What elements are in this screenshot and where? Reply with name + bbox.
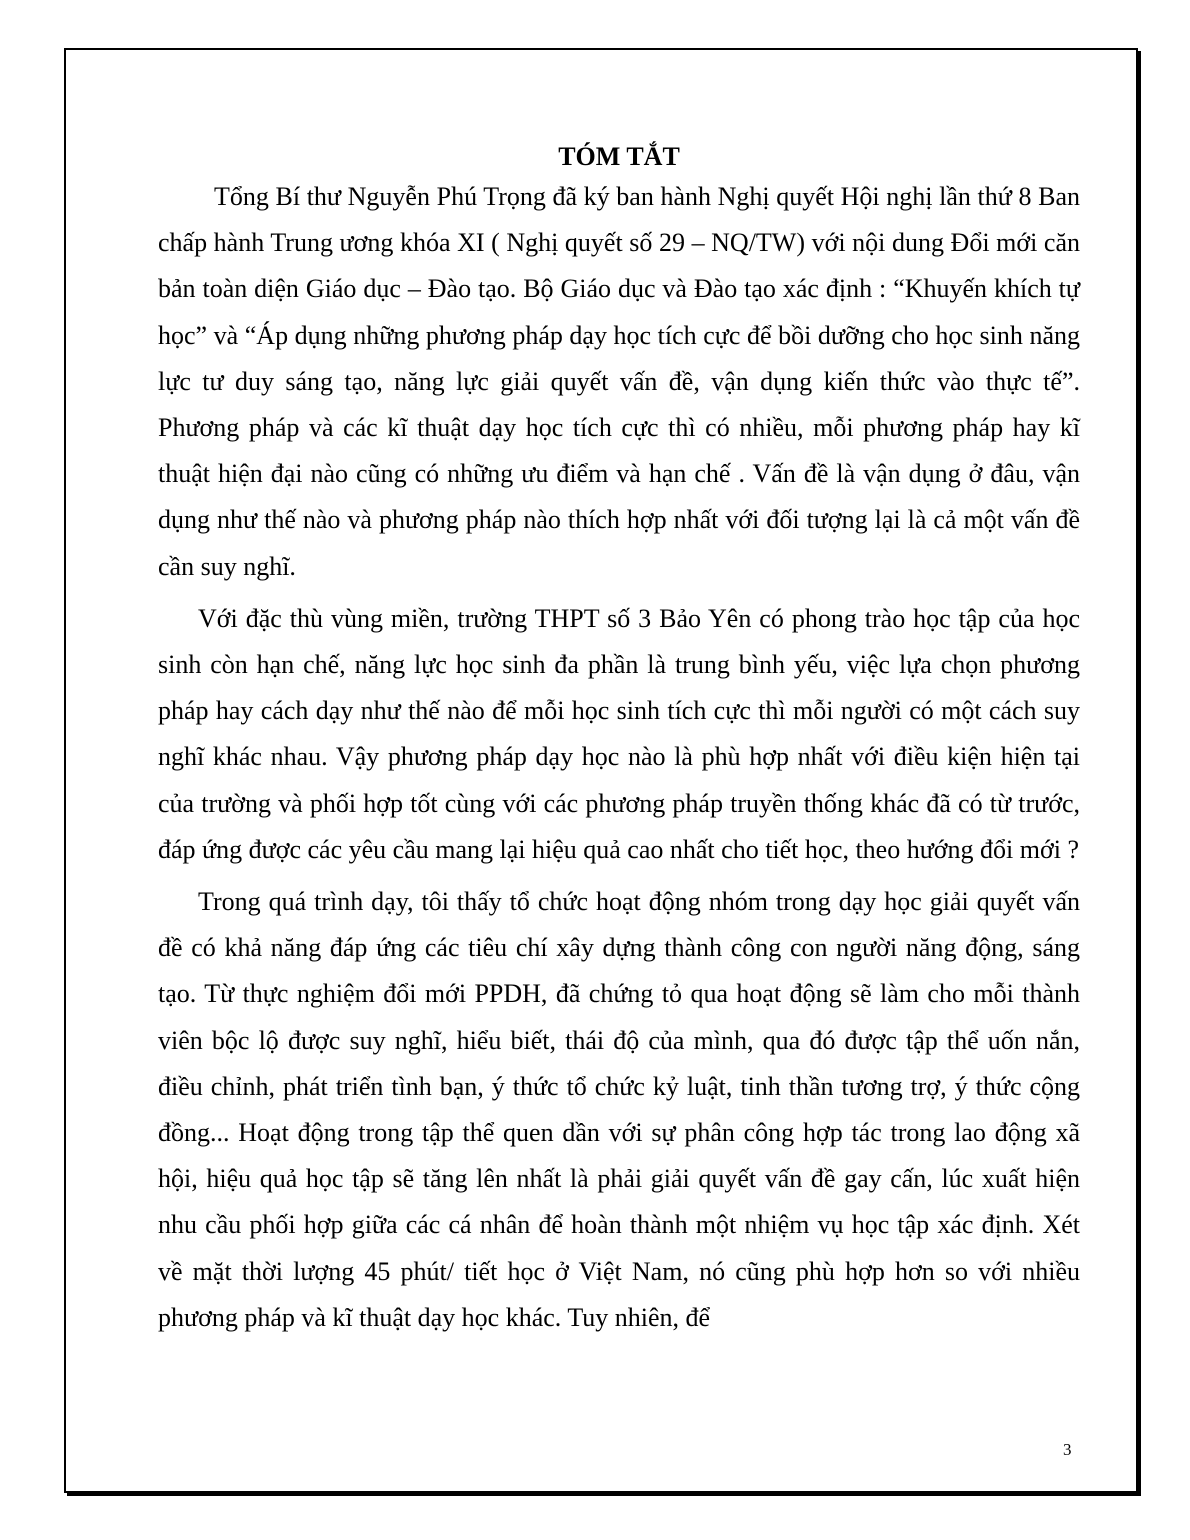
paragraph-1: Tổng Bí thư Nguyễn Phú Trọng đã ký ban hành Nghị quyết Hội nghị lần thứ 8 Ban chấp hành Trung ương khóa XI ( Nghị quyết số 29 – NQ/TW) với nội dung Đổi mới căn bản toàn diện Giáo dục – Đào tạo. Bộ Giáo dục và Đào tạo xác định : “Khuyến khích tự học” và “Áp dụng những phương pháp dạy học tích cực để bồi dưỡng cho học sinh năng lực tư duy sáng tạo, năng lực giải quyết vấn đề, vận dụng kiến thức vào thực tế”. Phương pháp và các kĩ thuật dạy học tích cực thì có nhiều, mỗi phương pháp hay kĩ thuật hiện đại nào cũng có những ưu điểm và hạn chế . Vấn đề là vận dụng ở đâu, vận dụng như thế nào và phương pháp nào thích hợp nhất với đối tượng lại là cả một vấn đề cần suy nghĩ.: [158, 182, 1080, 581]
page-number: 3: [1063, 1440, 1072, 1459]
document-body: [158, 140, 1080, 1341]
document-title: TÓM TẮT: [558, 142, 680, 171]
paragraph-3: Trong quá trình dạy, tôi thấy tổ chức hoạt động nhóm trong dạy học giải quyết vấn đề có khả năng đáp ứng các tiêu chí xây dựng thành công con người năng động, sáng tạo. Từ thực nghiệm đổi mới PPDH, đã chứng tỏ qua hoạt động sẽ làm cho mỗi thành viên bộc lộ được suy nghĩ, hiểu biết, thái độ của mình, qua đó được tập thể uốn nắn, điều chỉnh, phát triển tình bạn, ý thức tổ chức kỷ luật, tinh thần tương trợ, ý thức cộng đồng... Hoạt động trong tập thể quen dần với sự phân công hợp tác trong lao động xã hội, hiệu quả học tập sẽ tăng lên nhất là phải giải quyết vấn đề gay cấn, lúc xuất hiện nhu cầu phối hợp giữa các cá nhân để hoàn thành một nhiệm vụ học tập xác định. Xét về mặt thời lượng 45 phút/ tiết học ở Việt Nam, nó cũng phù hợp hơn so với nhiều phương pháp và kĩ thuật dạy học khác. Tuy nhiên, để: [158, 887, 1080, 1332]
paragraph-2: Với đặc thù vùng miền, trường THPT số 3 Bảo Yên có phong trào học tập của học sinh còn hạn chế, năng lực học sinh đa phần là trung bình yếu, việc lựa chọn phương pháp hay cách dạy như thế nào để mỗi học sinh tích cực thì mỗi người có một cách suy nghĩ khác nhau. Vậy phương pháp dạy học nào là phù hợp nhất với điều kiện hiện tại của trường và phối hợp tốt cùng với các phương pháp truyền thống khác đã có từ trước, đáp ứng được các yêu cầu mang lại hiệu quả cao nhất cho tiết học, theo hướng đổi mới ?: [158, 603, 1080, 864]
